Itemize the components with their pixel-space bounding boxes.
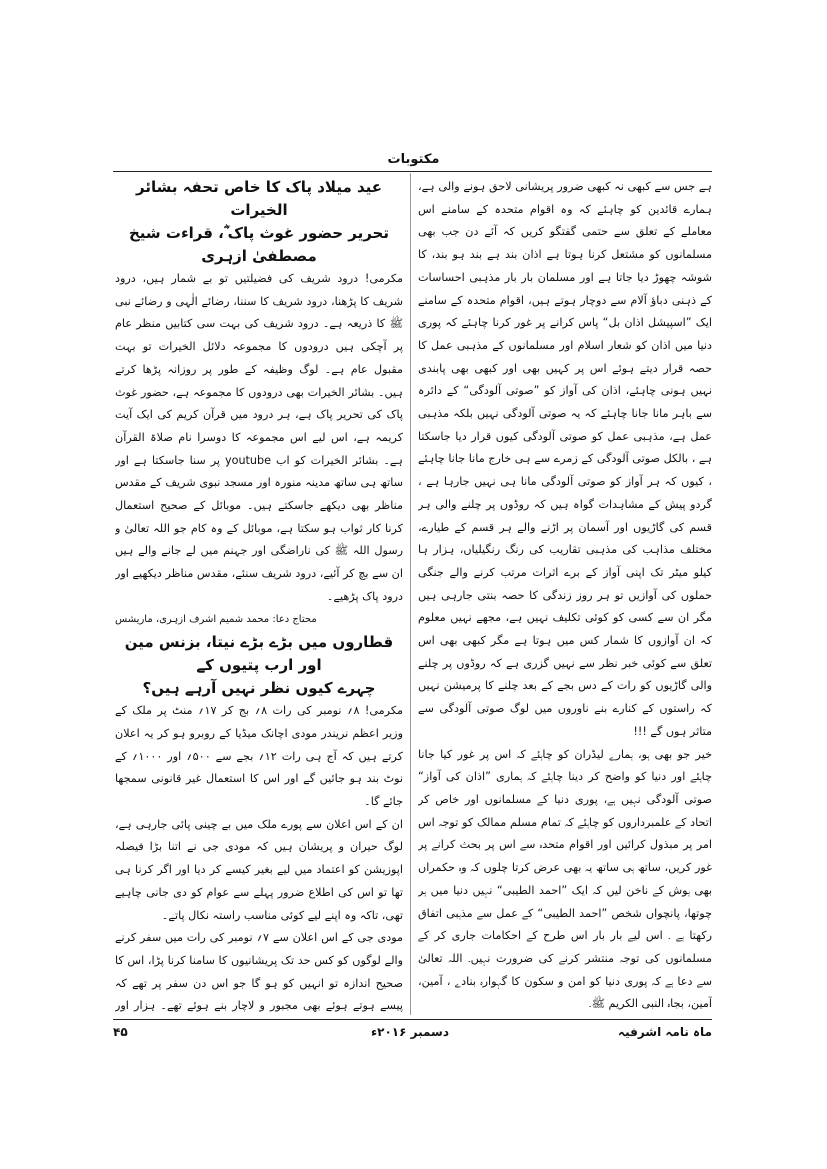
headline-1-line-1: عید میلاد پاک کا خاص تحفہ بشائر الخیرات — [136, 178, 382, 219]
headline-2-line-1: قطاروں میں بڑے بڑے نیتا، بزنس مین اور ارب پتیوں کے — [124, 633, 394, 675]
letter-paragraph: مکرمی! ۸؍ نومبر کی رات ۸؍ بج کر ۱۷؍ منٹ پر ملک کے وزیر اعظم نریندر مودی اچانک میڈیا کے روبرو ہو کر یہ اعلان کرتے ہیں کہ آج ہی رات ۱۲؍ بجے سے ۵۰۰؍ اور ۱۰۰۰؍ کے نوٹ بند ہو جائیں گے اور اس کا استعمال غیر قانونی سمجھا جائے گا۔ — [115, 704, 403, 809]
issue-date: دسمبر ۲۰۱۶ء — [371, 1025, 449, 1039]
left-column — [115, 176, 403, 1014]
letter-paragraph: مودی جی کے اس اعلان سے ۷؍ نومبر کی رات میں سفر کرنے والے لوگوں کو کس حد تک پریشانیوں کا سامنا کرنا پڑا، اس کا صحیح اندازہ تو انہیں کو ہو گا جو اس دن سفر پر تھے کہ پیسے ہوتے ہوئے بھی مجبور و لاچار بنے ہوئے تھے۔ ہزار اور — [115, 931, 403, 1013]
headline-1-line-2: تحریر حضور غوث پاک ؓ، قراءت شیخ مصطفیٰ ازہری — [129, 224, 389, 265]
page-number: ۴۵ — [113, 1025, 128, 1039]
magazine-name: ماہ نامہ اشرفیہ — [618, 1025, 712, 1039]
header-rule — [113, 171, 712, 172]
letter-signature: محتاج دعا: محمد شمیم اشرف ازہری، ماریشس — [115, 613, 317, 625]
section-title: مکتوبات — [387, 152, 440, 167]
article-paragraph: خیر جو بھی ہو، ہمارے لیڈران کو چاہئے کہ اس پر غور کیا جانا چاہئے اور دنیا کو واضح کر دینا چاہئے کہ ہماری ”اذان کی آواز“ صوتی آلودگی نہیں ہے، پوری دنیا کے مسلمانوں اور خاص کر اتحاد کے علمبرداروں کو چاہئے کہ تمام مسلم ممالک کو توجہ اس امر پر مبذول کرائیں اور اقوام متحدہ سے اس پر بحث کرانے پر غور کریں، ساتھ ہی ساتھ یہ بھی عرض کرتا چلوں کہ وہ حکمراں بھی ہوش کے ناخن لیں کہ ایک ”احمد الطیبی“ نہیں دنیا میں ہر چوتھا، پانچواں شخص ”احمد الطیبی“ کے عمل سے مذہبی اتفاق رکھتا ہے ۔ اس لیے بار بار اس طرح کے احکامات جاری کر کے مسلمانوں کی توجہ منتشر کرنے کی ضرورت نہیں۔ اللہ تعالیٰ سے دعا ہے کہ پوری دنیا کو امن و سکون کا گہوارہ بنادے ، آمین، آمین، بجاہ النبی الکریم ﷺ۔ — [418, 747, 712, 1011]
headline-2-line-2: چہرے کیوں نظر نہیں آرہے ہیں؟ — [142, 679, 376, 698]
letter-paragraph: ان کے اس اعلان سے پورے ملک میں بے چینی پائی جارہی ہے، لوگ حیران و پریشان ہیں کہ مودی جی نے اتنا بڑا فیصلہ اپوزیشن کو اعتماد میں لیے بغیر کیسے کر دیا اور اگر کرنا ہی تھا تو اس کی اطلاع ضرور پہلے سے عوام کو دی جانی چاہیے تھی، تاکہ وہ اپنے لیے کوئی مناسب راستہ نکال پاتے۔ — [115, 817, 403, 922]
article-paragraph: ہے جس سے کبھی نہ کبھی ضرور پریشانی لاحق ہونے والی ہے، ہمارے قائدین کو چاہئے کہ وہ اقوام متحدہ کے سامنے اس معاملے کے تعلق سے حتمی گفتگو کریں کہ آئے دن جب بھی مسلمانوں کو مشتعل کرنا ہوتا ہے اذان بند ہے بند ہو بند، کا شوشہ چھوڑ دیا جاتا ہے اور مسلمان بار بار مذہبی احساسات کے ذہنی دباؤ آلام سے دوچار ہوتے ہیں، اقوام متحدہ کے سامنے ایک ”اسپیشل اذان بل“ پاس کرانے پر غور کرنا چاہئے کہ پوری دنیا میں اذان کو شعار اسلام اور مسلمانوں کے مذہبی عمل کا حصہ قرار دیتے ہوئے اس پر کہیں بھی اور کبھی بھی پابندی نہیں ہونی چاہئے، اذان کی آواز کو ”صوتی آلودگی“ کے دائرہ سے باہر مانا جانا چاہئے کہ یہ صوتی آلودگی نہیں بلکہ مذہبی عمل ہے، مذہبی عمل کو صوتی آلودگی کیوں قرار دیا جاسکتا ہے ، بالکل صوتی آلودگی کے زمرے سے ہی خارج مانا جانا چاہئے ، کیوں کہ ہر آواز کو صوتی آلودگی مانا ہی نہیں جارہا ہے ، گردو پیش کے مشاہدات گواہ ہیں کہ روڈوں پر چلنے والی ہر قسم کی گاڑیوں اور آسمان پر اڑنے والے ہر قسم کے طیارے، مختلف مذاہب کی مذہبی تقاریب کی رنگ رنگیلیاں، ہزار ہا کیلو میٹر تک اپنی آواز کے برے اثرات مرتب کرنے والے جنگی حملوں کی آوازیں تو ہر روز زندگی کا حصہ بنتی جارہی ہیں مگر ان سے کسی کو کوئی تکلیف نہیں ہے، مجھے نہیں معلوم کہ ان آوازوں کا شمار کس میں ہوتا ہے مگر کبھی بھی اس تعلق سے کوئی خبر نظر سے نہیں گزری ہے کہ روڈوں پر چلنے والی گاڑیوں کو رات کے دس بجے کے بعد چلنے کا پرمیشن نہیں کہ راستوں کے کنارے بنے ناوروں میں لوگ صوتی آلودگی سے متاثر ہوں گے !!! — [418, 180, 712, 738]
letter-paragraph: مکرمی! درود شریف کی فضیلتیں تو بے شمار ہیں، درود شریف کا پڑھنا، درود شریف کا سننا، رضائے الٰہی و رضائے نبی ﷺ کا ذریعہ ہے۔ درود شریف کی بہت سی کتابیں منظر عام پر آچکی ہیں درودوں کا مجموعہ دلائل الخیرات تو بہت مقبول عام ہے۔ لوگ وظیفہ کے طور پر روزانہ پڑھا کرتے ہیں۔ بشائر الخیرات بھی درودوں کا مجموعہ ہے، حضور غوث پاک کی تحریر پاک ہے، ہر درود میں قرآن کریم کی ایک آیت کریمہ ہے، اس لیے اس مجموعہ کا دوسرا نام صلاۃ القرآن ہے۔ بشائر الخیرات کو اب youtube پر سنا جاسکتا ہے اور ساتھ ہی ساتھ مدینہ منورہ اور مسجد نبوی شریف کے مقدس مناظر بھی دیکھے جاسکتے ہیں۔ موبائل کے صحیح استعمال کرنا کار ثواب ہو سکتا ہے، موبائل کے وہ کام جو اللہ تعالیٰ و رسول اللہ ﷺ کی ناراضگی اور جہنم میں لے جانے والے ہیں ان سے بچ کر آئیے، درود شریف سنئے، مقدس مناظر دیکھیے اور درود پاک پڑھیے۔ — [115, 272, 403, 603]
right-column — [418, 176, 712, 1014]
footer-rule — [113, 1019, 712, 1020]
column-divider — [410, 173, 411, 1015]
